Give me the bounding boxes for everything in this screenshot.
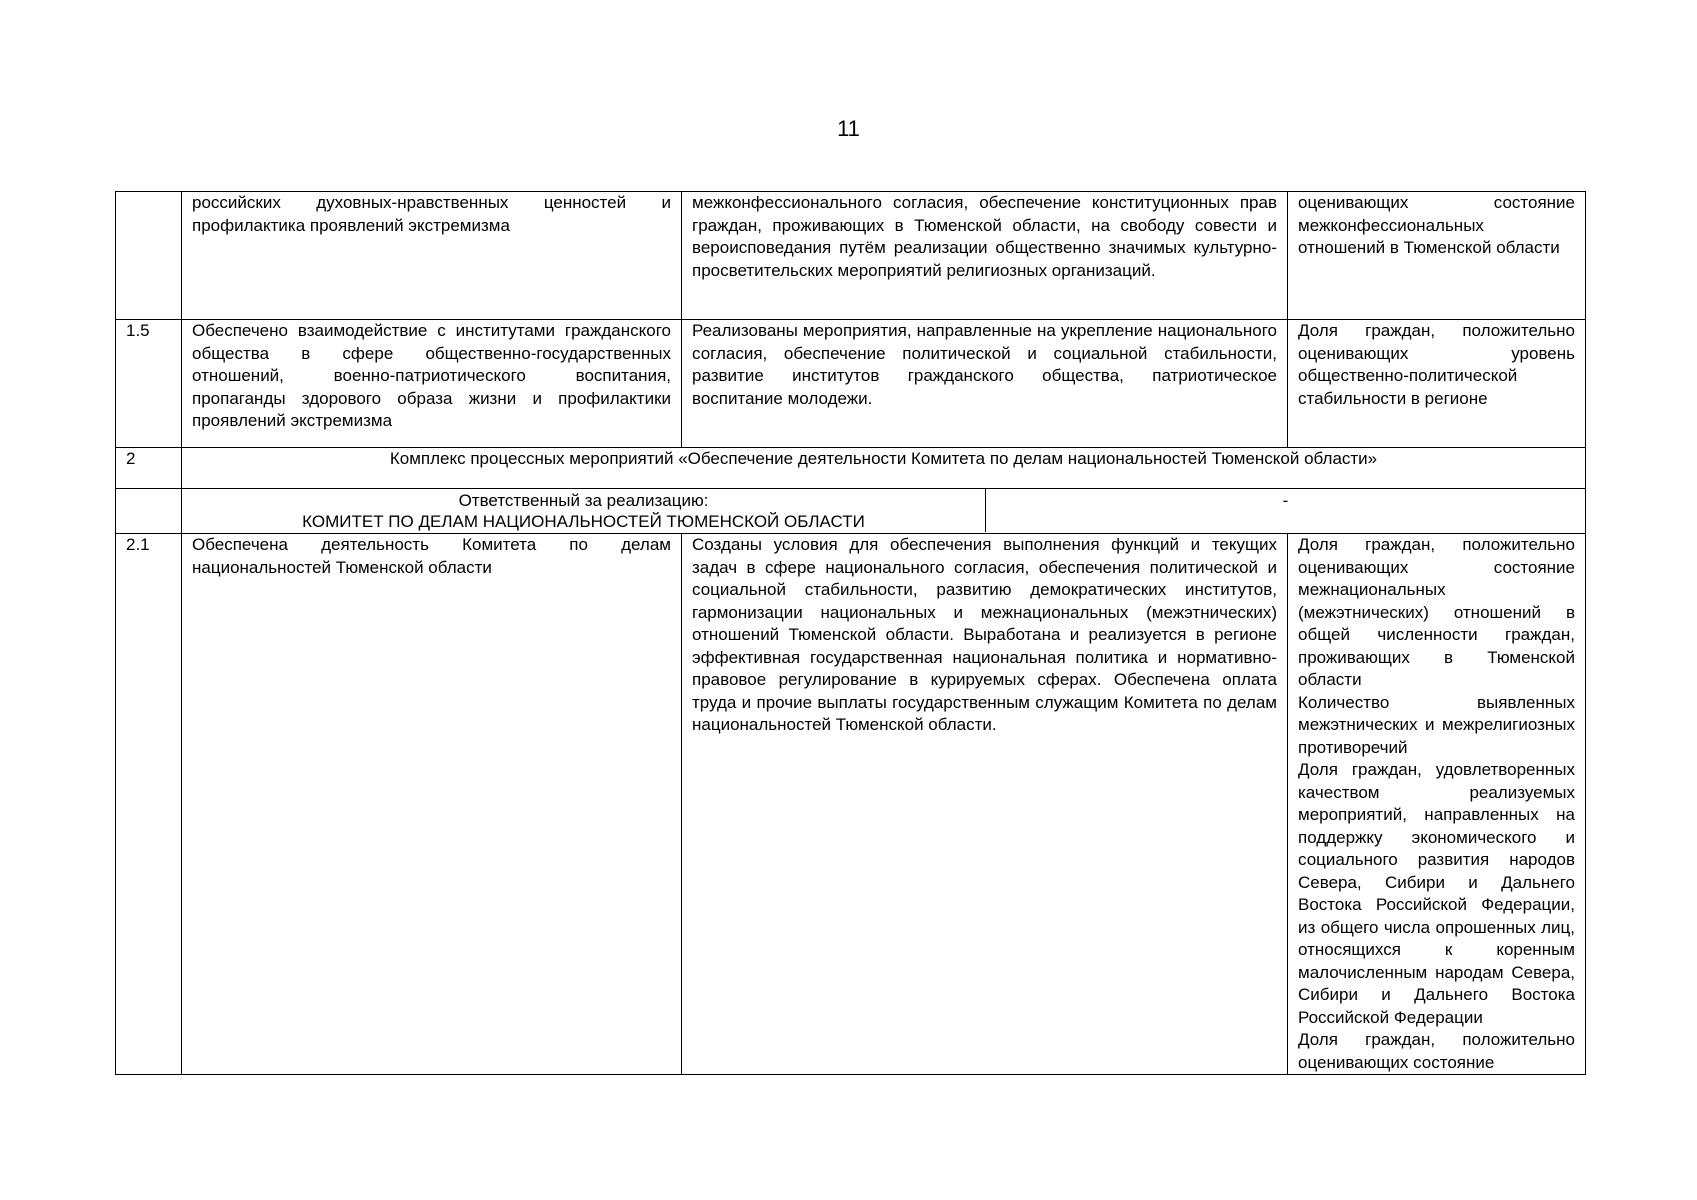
effect-cell: межконфессионального согласия, обеспечение конституционных прав граждан, проживающих в Тюменской области, на свободу совести и вероисповедания путём реализации общественно значимых культурно-просветительских мероприятий религиозных организаций.	[682, 192, 1288, 320]
responsible-row	[116, 489, 1586, 534]
program-table	[115, 191, 1586, 1075]
indicator-item: Количество выявленных межэтнических и межрелигиозных противоречий	[1298, 692, 1575, 757]
task-cell: Обеспечено взаимодействие с институтами гражданского общества в сфере общественно-государственных отношений, военно-патриотического воспитания, пропаганды здорового образа жизни и профилактики проявлений экстремизма	[182, 320, 682, 448]
task-cell: Обеспечена деятельность Комитета по делам национальностей Тюменской области	[182, 534, 682, 1075]
row-number	[116, 192, 182, 320]
section-number: 2	[116, 448, 182, 489]
row-number: 1.5	[116, 320, 182, 448]
indicator-cell: оценивающих состояние межконфессиональных отношений в Тюменской области	[1288, 192, 1586, 320]
indicator-item: Доля граждан, положительно оценивающих состояние	[1298, 1030, 1575, 1072]
task-cell: российских духовных-нравственных ценностей и профилактика проявлений экстремизма	[182, 192, 682, 320]
indicator-item: Доля граждан, положительно оценивающих состояние межнациональных (межэтнических) отношений в общей численности граждан, проживающих в Тюменской области	[1298, 535, 1575, 689]
responsible-block	[182, 489, 986, 532]
empty-cell	[116, 489, 182, 534]
table-row	[116, 534, 1586, 1075]
effect-cell: Реализованы мероприятия, направленные на укрепление национального согласия, обеспечение политической и социальной стабильности, развитие институтов гражданского общества, патриотическое воспитание молодежи.	[682, 320, 1288, 448]
indicator-cell: Доля граждан, положительно оценивающих уровень общественно-политической стабильности в регионе	[1288, 320, 1586, 448]
responsible-value: КОМИТЕТ ПО ДЕЛАМ НАЦИОНАЛЬНОСТЕЙ ТЮМЕНСКОЙ ОБЛАСТИ	[302, 512, 865, 531]
row-number: 2.1	[116, 534, 182, 1075]
responsible-label: Ответственный за реализацию:	[458, 491, 709, 510]
section-row	[116, 448, 1586, 489]
effect-cell: Созданы условия для обеспечения выполнения функций и текущих задач в сфере национального согласия, обеспечения политической и социальной стабильности, развитию демократических институтов, гармонизации национальных и межнациональных (межэтнических) отношений Тюменской области. Выработана и реализуется в регионе эффективная государственная национальная политика и нормативно-правовое регулирование в курируемых сферах. Обеспечена оплата труда и прочие выплаты государственным служащим Комитета по делам национальностей Тюменской области.	[682, 534, 1288, 1075]
page-number: 11	[837, 116, 860, 141]
responsible-right: -	[1282, 491, 1289, 510]
table-row	[116, 320, 1586, 448]
indicator-cell	[1288, 534, 1586, 1075]
section-title: Комплекс процессных мероприятий «Обеспечение деятельности Комитета по делам национальностей Тюменской области»	[182, 448, 1586, 489]
indicator-item: Доля граждан, удовлетворенных качеством реализуемых мероприятий, направленных на поддержку экономического и социального развития народов Севера, Сибири и Дальнего Востока Российской Федерации, из общего числа опрошенных лиц, относящихся к коренным малочисленным народам Севера, Сибири и Дальнего Востока Российской Федерации	[1298, 760, 1575, 1027]
table-row	[116, 192, 1586, 320]
responsible-cell	[182, 489, 1586, 534]
